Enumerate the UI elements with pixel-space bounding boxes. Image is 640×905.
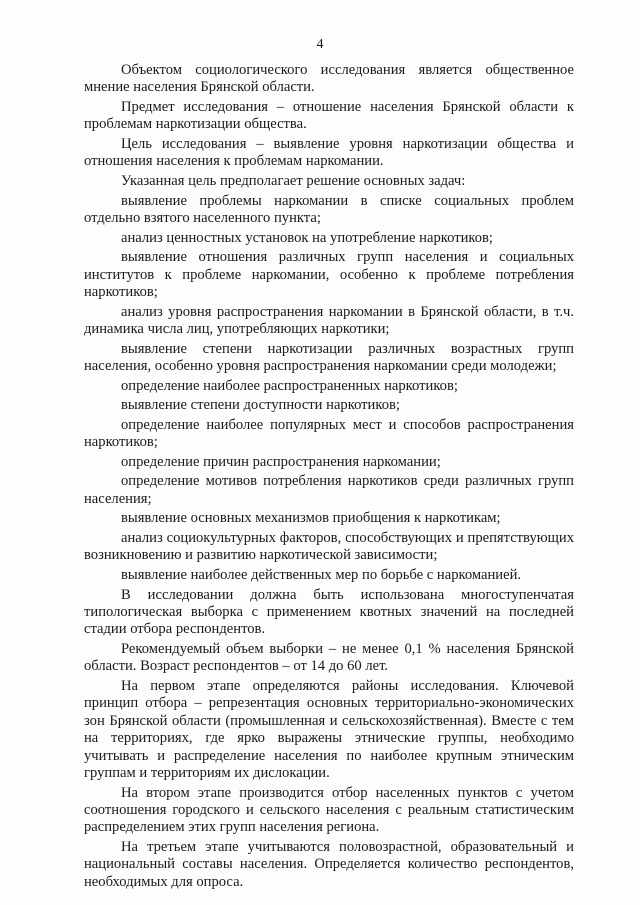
task-item: выявление основных механизмов приобщения к наркотикам; [121, 510, 501, 527]
paragraph-research-goal: Цель исследования – выявление уровня наркотизации общества и отношения населения к проблемам наркомании. [84, 136, 574, 170]
paragraph-stage-two: На втором этапе производится отбор населенных пунктов с учетом соотношения городского и сельского населения с реальным статистическим распределением этих групп населения региона. [84, 784, 574, 836]
paragraph-sample-size: Рекомендуемый объем выборки – не менее 0,1 % населения Брянской области. Возраст респондентов – от 14 до 60 лет. [84, 640, 574, 675]
task-item: определение наиболее популярных мест и способов распространения наркотиков; [84, 416, 574, 451]
task-item: выявление степени доступности наркотиков; [121, 397, 400, 414]
task-item: выявление отношения различных групп населения и социальных институтов к проблеме наркомании, особенно к проблеме потребления наркотиков; [84, 249, 574, 300]
paragraph-sampling-method: В исследовании должна быть использована многоступенчатая типологическая выборка с применением квотных значений на последней стадии отбора респондентов. [84, 586, 574, 638]
task-item: выявление проблемы наркомании в списке социальных проблем отдельно взятого населенного пункта; [84, 192, 574, 226]
page-number: 4 [316, 37, 324, 52]
paragraph-research-subject: Предмет исследования – отношение населения Брянской области к проблемам наркотизации общества. [84, 99, 574, 133]
task-item: определение причин распространения наркомании; [121, 453, 441, 470]
paragraph-stage-one: На первом этапе определяются районы исследования. Ключевой принцип отбора – репрезентация основных территориально-экономических зон Брянской области (промышленная и сельскохозяйственная). Вместе с тем на территориях, где ярко выражены этнические группы, необходимо учитывать и распределение населения по наиболее крупным этническим группам и территориям их дислокации. [84, 677, 574, 781]
task-item: анализ уровня распространения наркомании в Брянской области, в т.ч. динамика числа лиц, употребляющих наркотики; [84, 303, 574, 337]
task-item: анализ социокультурных факторов, способствующих и препятствующих возникновению и развитию наркотической зависимости; [84, 529, 574, 564]
task-item: анализ ценностных установок на употребление наркотиков; [121, 229, 493, 246]
document-body [84, 62, 574, 893]
paragraph-tasks-intro: Указанная цель предполагает решение основных задач: [121, 173, 466, 189]
task-item: выявление степени наркотизации различных возрастных групп населения, особенно уровня распространения наркомании среди молодежи; [84, 340, 574, 374]
paragraph-research-object: Объектом социологического исследования является общественное мнение населения Брянской области. [84, 62, 574, 96]
task-item: определение мотивов потребления наркотиков среди различных групп населения; [84, 473, 574, 507]
paragraph-stage-three: На третьем этапе учитываются половозрастной, образовательный и национальный составы населения. Определяется количество респондентов, необходимых для опроса. [84, 839, 574, 890]
task-item: определение наиболее распространенных наркотиков; [121, 377, 458, 394]
task-item: выявление наиболее действенных мер по борьбе с наркоманией. [121, 566, 522, 583]
